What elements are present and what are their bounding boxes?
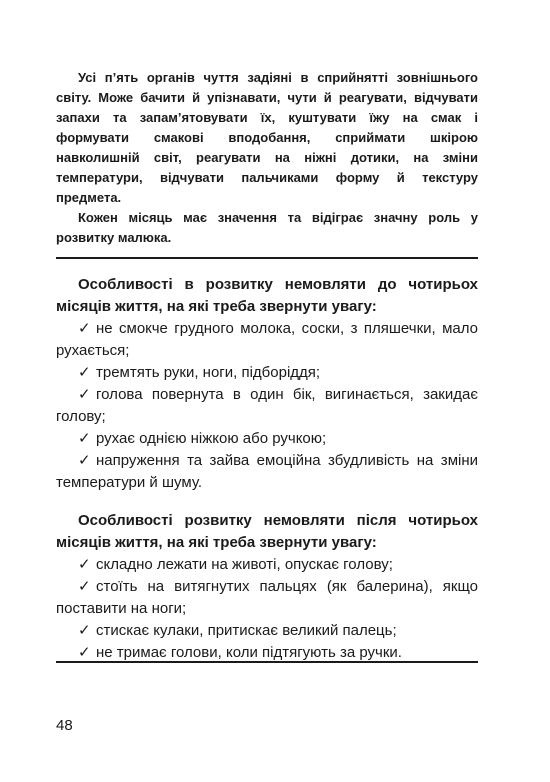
checkmark-icon: ✓ bbox=[78, 364, 91, 381]
checklist-item-text: тремтять руки, ноги, підборіддя; bbox=[96, 364, 321, 381]
checklist-item-text: стискає кулаки, притискає великий палець; bbox=[96, 622, 397, 639]
intro-paragraph: Кожен місяць має значення та відіграє значну роль у розвитку малюка. bbox=[56, 210, 478, 245]
box2-title: Особливості розвитку немовляти після чотирьох місяців життя, на які треба звернути увагу: bbox=[56, 512, 478, 551]
checklist-item bbox=[56, 318, 478, 362]
checklist-item bbox=[56, 428, 478, 450]
box-after-four-months bbox=[56, 510, 478, 664]
checklist-item bbox=[56, 554, 478, 576]
intro-text bbox=[56, 68, 478, 248]
checklist-item-text: стоїть на витягнутих пальцях (як балерина), якщо поставити на ноги; bbox=[56, 578, 478, 617]
checkmark-icon: ✓ bbox=[78, 320, 91, 337]
checklist-item bbox=[56, 450, 478, 494]
checklist-item-text: не тримає голови, коли підтягують за ручки. bbox=[96, 644, 402, 661]
checkmark-icon: ✓ bbox=[78, 578, 91, 595]
intro-paragraph: Усі п’ять органів чуття задіяні в сприйнятті зовнішнього світу. Може бачити й упізнавати, чути й реагувати, відчувати запахи та запам’ятовувати їх, куштувати їжу на смак і формувати смакові вподобання, сприймати шкірою навколишній світ, реагувати на ніжні дотики, на зміни температури, відчувати пальчиками форму й текстуру предмета. bbox=[56, 70, 478, 205]
box-before-four-months bbox=[56, 274, 478, 494]
page-number: 48 bbox=[56, 717, 73, 734]
checklist-item-text: не смокче грудного молока, соски, з пляшечки, мало рухається; bbox=[56, 320, 478, 359]
box1-top-rule bbox=[56, 257, 478, 259]
checkmark-icon: ✓ bbox=[78, 556, 91, 573]
checkmark-icon: ✓ bbox=[78, 452, 91, 469]
checklist-item-text: складно лежати на животі, опускає голову; bbox=[96, 556, 393, 573]
checklist-item bbox=[56, 384, 478, 428]
box1-checklist bbox=[56, 318, 478, 494]
checklist-item-text: рухає однією ніжкою або ручкою; bbox=[96, 430, 327, 447]
checklist-item bbox=[56, 620, 478, 642]
box1-title: Особливості в розвитку немовляти до чотирьох місяців життя, на які треба звернути увагу: bbox=[56, 276, 478, 315]
box2-checklist bbox=[56, 554, 478, 664]
box2-bottom-rule bbox=[56, 661, 478, 663]
checklist-item-text: напруження та зайва емоційна збудливість на зміни температури й шуму. bbox=[56, 452, 478, 491]
checkmark-icon: ✓ bbox=[78, 386, 91, 403]
checklist-item-text: голова повернута в один бік, вигинається, закидає голову; bbox=[56, 386, 478, 425]
checkmark-icon: ✓ bbox=[78, 622, 91, 639]
checklist-item bbox=[56, 576, 478, 620]
checklist-item bbox=[56, 362, 478, 384]
checkmark-icon: ✓ bbox=[78, 430, 91, 447]
checkmark-icon: ✓ bbox=[78, 644, 91, 661]
